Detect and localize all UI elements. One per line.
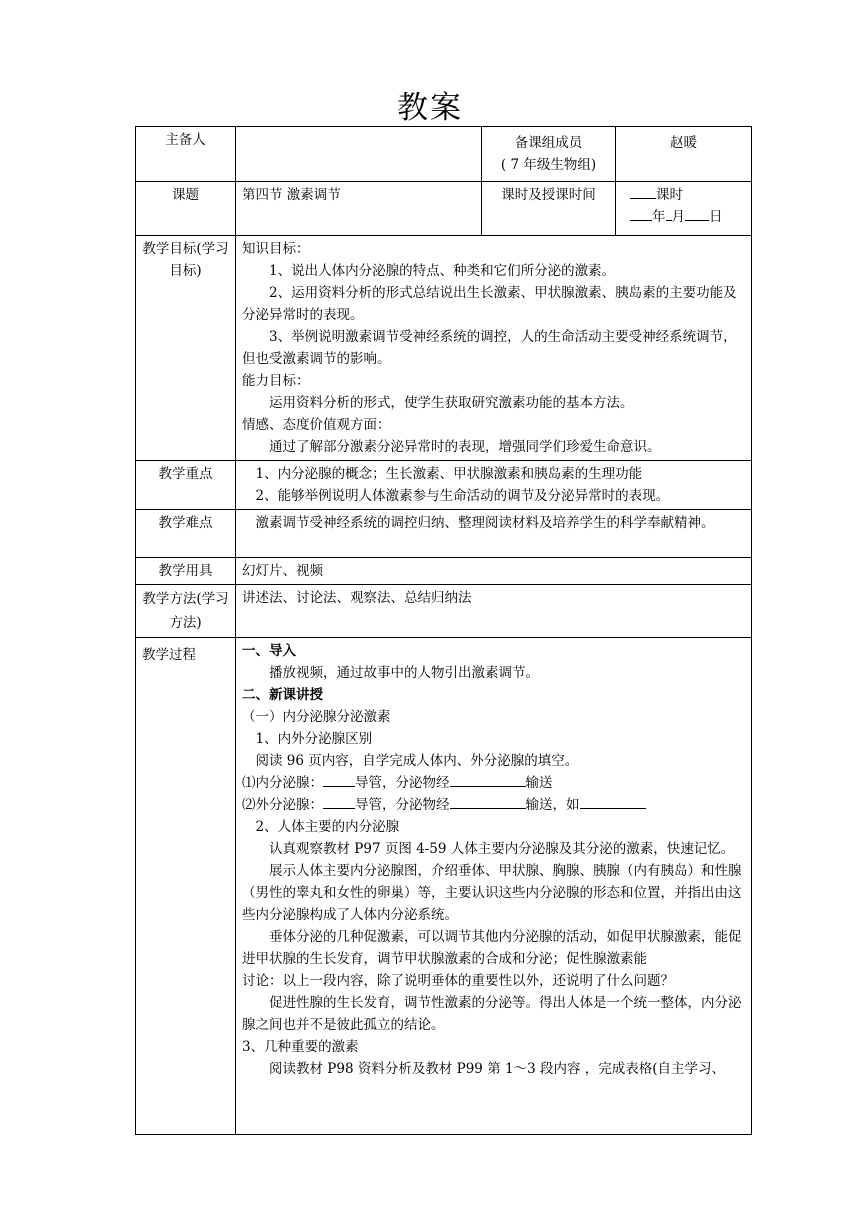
blank [323, 794, 355, 809]
blank-period [630, 184, 656, 199]
item-3-text: 阅读教材 P98 资料分析及教材 P99 第 1～3 段内容 ，完成表格(自主学习、 [269, 1061, 726, 1077]
item-1-text: 阅读 96 页内容，自学完成人体内、外分泌腺的填空。 [255, 753, 579, 769]
row-process [136, 638, 752, 1135]
keypoints-label: 教学重点 [136, 461, 236, 510]
topic-label: 课题 [136, 182, 236, 236]
time-line2 [630, 206, 745, 228]
difficulty-content: 激素调节受神经系统的调控归纳、整理阅读材料及培养学生的科学奉献精神。 [236, 510, 752, 558]
topic-value: 第四节 激素调节 [236, 182, 482, 236]
item-2-text-1: 认真观察教材 P97 页图 4-59 人体主要内分泌腺及其分泌的激素，快速记忆。 [269, 841, 735, 857]
item-2-text-4: 促进性腺的生长发育，调节性激素的分泌等。得出人体是一个统一整体，内分泌腺之间也并不是彼此孤立的结论。 [242, 995, 742, 1033]
blank [580, 794, 646, 809]
method-content: 讲述法、讨论法、观察法、总结归纳法 [236, 585, 752, 638]
process-label: 教学过程 [136, 638, 236, 1135]
group-label [482, 127, 616, 182]
row-topic [136, 182, 752, 236]
emotion-item-1: 通过了解部分激素分泌异常时的表现，增强同学们珍爱生命意识。 [269, 439, 661, 455]
item-2-text-3: 垂体分泌的几种促激素，可以调节其他内分泌腺的活动，如促甲状腺激素，能促进甲状腺的生长发育，调节甲状腺激素的合成和分泌；促性腺激素能 [242, 929, 742, 967]
objectives-label: 教学目标(学习目标) [136, 236, 236, 461]
item-1-heading: 1、内外分泌腺区别 [255, 731, 373, 747]
item-2-heading: 2、人体主要的内分泌腺 [255, 819, 400, 835]
blank-day [685, 206, 709, 221]
knowledge-item-2: 2、运用资料分析的形式总结说出生长激素、甲状腺激素、胰岛素的主要功能及分泌异常时的表现。 [242, 285, 737, 323]
group-label-line1: 备课组成员 [514, 135, 583, 151]
year-suffix: 年 [652, 209, 666, 225]
section-intro-heading: 一、导入 [242, 643, 296, 659]
blank [450, 772, 526, 787]
keypoint-1: 1、内分泌腺的概念；生长激素、甲状腺激素和胰岛素的生理功能 [255, 466, 643, 482]
discussion-question: 讨论：以上一段内容，除了说明垂体的重要性以外，还说明了什么问题？ [242, 973, 674, 989]
time-line1 [630, 184, 745, 206]
section-intro-text: 播放视频，通过故事中的人物引出激素调节。 [269, 665, 539, 681]
row-keypoints [136, 461, 752, 510]
lesson-plan-table [135, 126, 752, 1135]
knowledge-item-3: 3、举例说明激素调节受神经系统的调控，人的生命活动主要受神经系统调节，但也受激素调节的影响。 [242, 329, 737, 367]
difficulty-label: 教学难点 [136, 510, 236, 558]
row-preparer [136, 127, 752, 182]
item-2-text-2: 展示人体主要内分泌腺图，介绍垂体、甲状腺、胸腺、胰腺（内有胰岛）和性腺（男性的睾丸和女性的卵巢）等，主要认识这些内分泌腺的形态和位置，并指出由这些内分泌腺构成了人体内分泌系统。 [242, 863, 742, 923]
ability-heading: 能力目标： [242, 373, 310, 389]
row-difficulty [136, 510, 752, 558]
keypoints-content [236, 461, 752, 510]
time-value [616, 182, 752, 236]
row-tools [136, 558, 752, 585]
subsection-1-heading: （一）内分泌腺分泌激素 [242, 709, 391, 725]
blank [450, 794, 526, 809]
item-3-heading: 3、几种重要的激素 [242, 1039, 359, 1055]
fill-line-1: ⑴内分泌腺： 导管，分泌物经 输送 [242, 772, 745, 794]
group-label-line2: ( 7 年级生物组) [500, 157, 597, 173]
section-new-lesson-heading: 二、新课讲授 [242, 687, 323, 703]
objectives-content [236, 236, 752, 461]
keypoint-2: 2、能够举例说明人体激素参与生命活动的调节及分泌异常时的表现。 [255, 488, 670, 504]
knowledge-item-1: 1、说出人体内分泌腺的特点、种类和它们所分泌的激素。 [269, 263, 616, 279]
month-suffix: 月 [671, 209, 685, 225]
time-label: 课时及授课时间 [482, 182, 616, 236]
group-member: 赵暖 [616, 127, 752, 182]
ability-item-1: 运用资料分析的形式，使学生获取研究激素功能的基本方法。 [269, 395, 634, 411]
tools-content: 幻灯片、视频 [236, 558, 752, 585]
blank [323, 772, 355, 787]
preparer-label: 主备人 [136, 127, 236, 182]
fill-line-2: ⑵外分泌腺： 导管，分泌物经 输送，如 [242, 794, 745, 816]
period-suffix: 课时 [656, 187, 683, 203]
page-title: 教案 [397, 90, 463, 126]
process-content [236, 638, 752, 1135]
row-method [136, 585, 752, 638]
tools-label: 教学用具 [136, 558, 236, 585]
method-label: 教学方法(学习方法) [136, 585, 236, 638]
emotion-heading: 情感、态度价值观方面： [242, 417, 391, 433]
day-suffix: 日 [709, 209, 723, 225]
knowledge-heading: 知识目标： [242, 241, 310, 257]
blank-year [630, 206, 652, 221]
row-objectives [136, 236, 752, 461]
preparer-value [236, 127, 482, 182]
